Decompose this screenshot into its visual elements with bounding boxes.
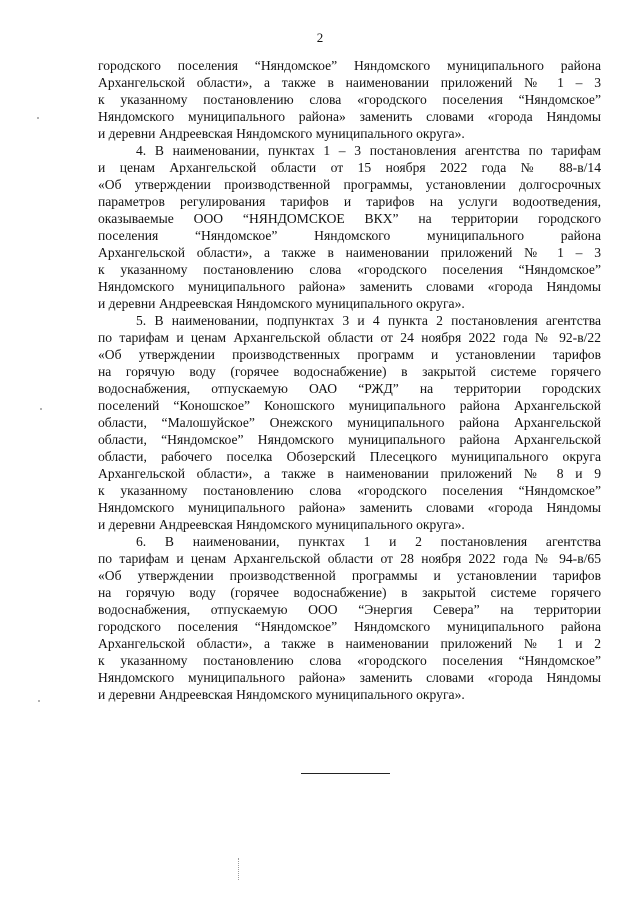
text-line: поселений “Коношское” Коношского муниципального района Архангельской xyxy=(98,398,601,413)
text-line: водоснабжения, отпускаемую ОАО “РЖД” на территории городских xyxy=(98,381,601,396)
text-line: к указанному постановлению слова «городского поселения “Няндомское” xyxy=(98,92,601,107)
text-line: параметров регулирования тарифов и тарифов на услуги водоотведения, xyxy=(98,194,601,209)
text-line: водоснабжения, отпускаемую ООО “Энергия Севера” на территории xyxy=(98,602,601,617)
paragraph-item-4 xyxy=(98,142,601,312)
text-line: и деревни Андреевская Няндомского муниципального округа». xyxy=(98,126,465,141)
text-line: «Об утверждении производственной программы, установлении долгосрочных xyxy=(98,177,601,192)
text-line: к указанному постановлению слова «городского поселения “Няндомское” xyxy=(98,262,601,277)
text-line: области, “Няндомское” Няндомского муниципального района Архангельской xyxy=(98,432,601,447)
text-line: оказываемые ООО “НЯНДОМСКОЕ ВКХ” на территории городского xyxy=(98,211,601,226)
text-line: 5. В наименовании, подпунктах 3 и 4 пункта 2 постановления агентства xyxy=(136,313,601,328)
page-number: 2 xyxy=(316,30,324,45)
paragraph-continuation xyxy=(98,57,601,142)
text-line: Няндомского муниципального района» заменить словами «города Няндомы xyxy=(98,670,601,685)
text-line: и деревни Андреевская Няндомского муниципального округа». xyxy=(98,687,465,702)
text-line: Архангельской области», а также в наименовании приложений № 1 и 2 xyxy=(98,636,601,651)
text-line: «Об утверждении производственных программ и установлении тарифов xyxy=(98,347,601,362)
text-line: поселения “Няндомское” Няндомского муниципального района xyxy=(98,228,601,243)
text-line: Няндомского муниципального района» заменить словами «города Няндомы xyxy=(98,279,601,294)
text-line: 6. В наименовании, пунктах 1 и 2 постановления агентства xyxy=(136,534,601,549)
text-line: «Об утверждении производственной программы и установлении тарифов xyxy=(98,568,601,583)
text-line: городского поселения “Няндомское” Няндомского муниципального района xyxy=(98,58,601,73)
text-line: 4. В наименовании, пунктах 1 – 3 постановления агентства по тарифам xyxy=(136,143,601,158)
text-line: по тарифам и ценам Архангельской области от 28 ноября 2022 года № 94-в/65 xyxy=(98,551,601,566)
scan-speck xyxy=(37,117,39,119)
text-line: к указанному постановлению слова «городского поселения “Няндомское” xyxy=(98,483,601,498)
end-divider-line xyxy=(301,773,390,774)
text-line: и ценам Архангельской области от 15 ноября 2022 года № 88-в/14 xyxy=(98,160,601,175)
text-line: и деревни Андреевская Няндомского муниципального округа». xyxy=(98,296,465,311)
text-line: Архангельской области», а также в наименовании приложений № 1 – 3 xyxy=(98,75,601,90)
text-line: Архангельской области», а также в наименовании приложений № 8 и 9 xyxy=(98,466,601,481)
scan-speck xyxy=(40,408,42,410)
text-line: по тарифам и ценам Архангельской области от 24 ноября 2022 года № 92-в/22 xyxy=(98,330,601,345)
text-line: на горячую воду (горячее водоснабжение) в закрытой системе горячего xyxy=(98,364,601,379)
text-line: на горячую воду (горячее водоснабжение) в закрытой системе горячего xyxy=(98,585,601,600)
text-line: и деревни Андреевская Няндомского муниципального округа». xyxy=(98,517,465,532)
text-line: области, рабочего поселка Обозерский Плесецкого муниципального округа xyxy=(98,449,601,464)
document-body xyxy=(98,57,601,703)
paragraph-item-6 xyxy=(98,533,601,703)
text-line: к указанному постановлению слова «городского поселения “Няндомское” xyxy=(98,653,601,668)
paragraph-item-5 xyxy=(98,312,601,533)
text-line: области, “Малошуйское” Онежского муниципального района Архангельской xyxy=(98,415,601,430)
text-line: Няндомского муниципального района» заменить словами «города Няндомы xyxy=(98,500,601,515)
text-line: городского поселения “Няндомское” Няндомского муниципального района xyxy=(98,619,601,634)
scan-speck xyxy=(38,700,40,702)
scan-speck-column xyxy=(238,858,241,880)
text-line: Няндомского муниципального района» заменить словами «города Няндомы xyxy=(98,109,601,124)
text-line: Архангельской области», а также в наименовании приложений № 1 – 3 xyxy=(98,245,601,260)
